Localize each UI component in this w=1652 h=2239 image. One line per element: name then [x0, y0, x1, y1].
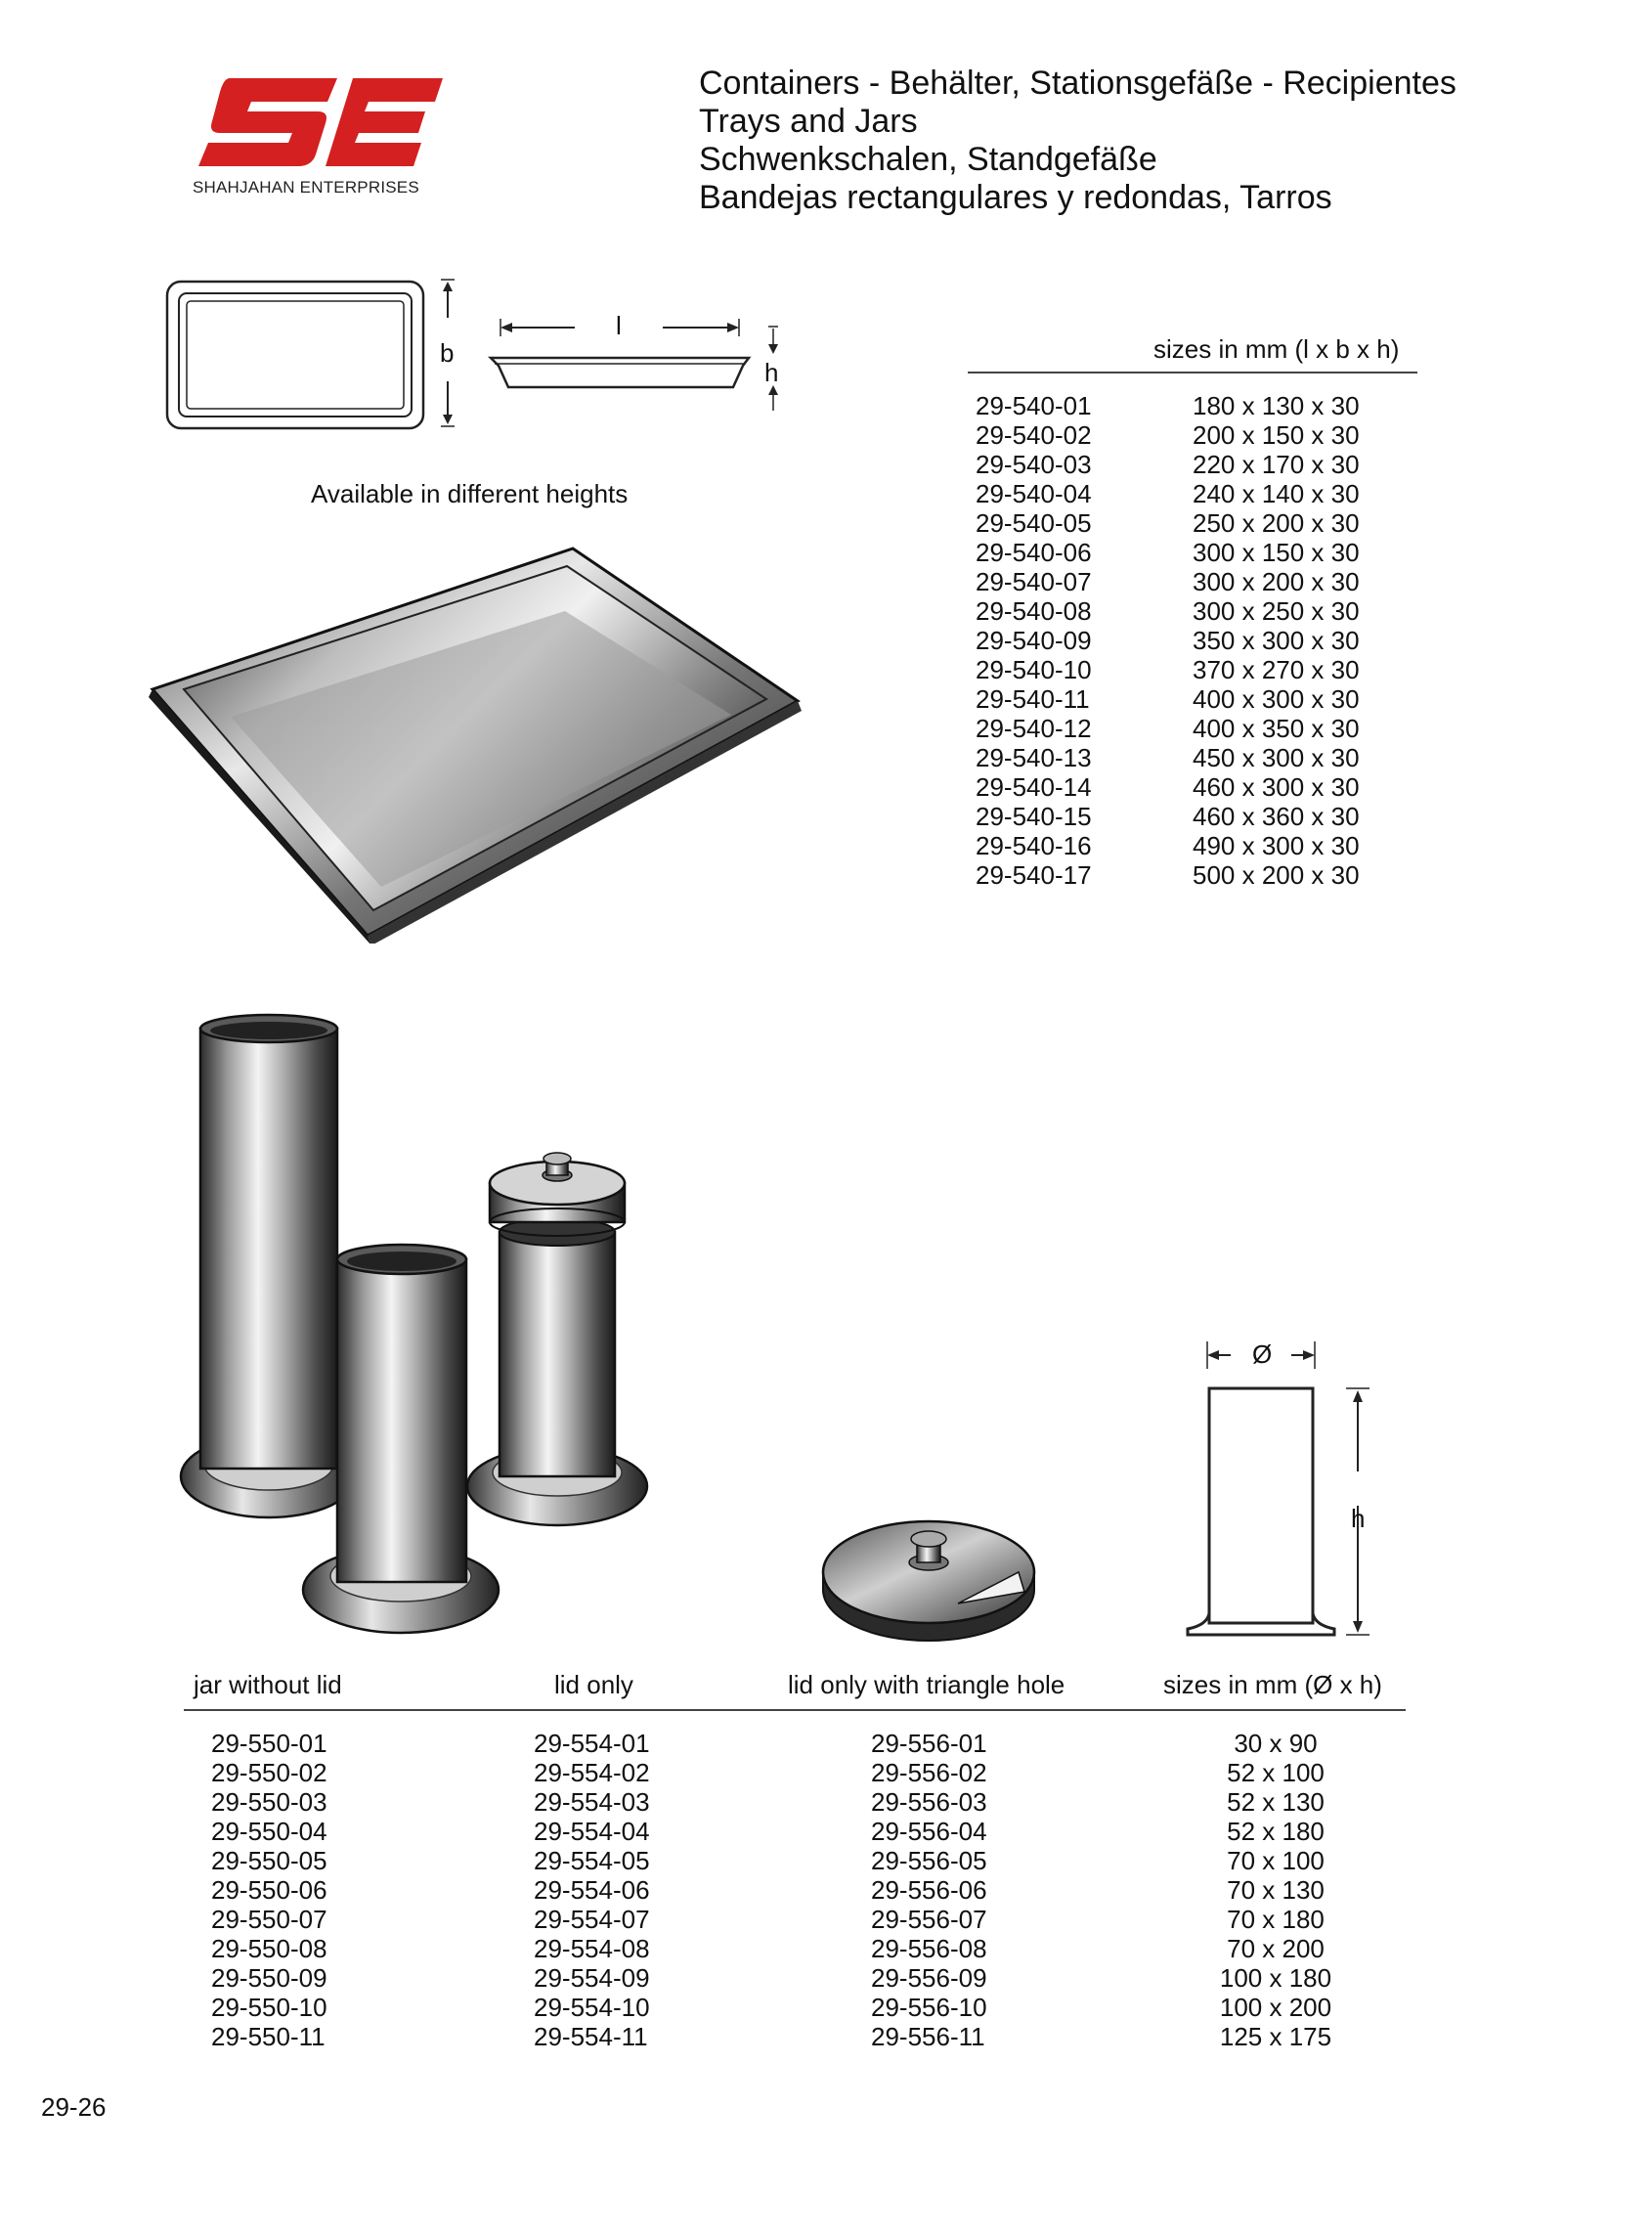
lid-header: lid only: [554, 1670, 633, 1699]
tray-size: 460 x 300 x 30: [1193, 772, 1360, 802]
jar-size: 52 x 180: [1227, 1817, 1325, 1846]
tray-code-column: [976, 391, 1092, 890]
jar-header: jar without lid: [194, 1670, 342, 1699]
tray-code: 29-540-07: [976, 567, 1092, 596]
tray-top-view-drawing: [161, 274, 474, 440]
tray-photo: [145, 543, 809, 944]
tray-size: 400 x 300 x 30: [1193, 684, 1360, 714]
tray-size: 240 x 140 x 30: [1193, 479, 1360, 508]
lid-code: 29-554-05: [534, 1846, 650, 1875]
tray-size: 300 x 200 x 30: [1193, 567, 1360, 596]
lid-hole-code: 29-556-05: [871, 1846, 987, 1875]
jar-size: 70 x 100: [1227, 1846, 1325, 1875]
jar-code: 29-550-02: [211, 1758, 327, 1787]
jar-code: 29-550-05: [211, 1846, 327, 1875]
tray-code: 29-540-12: [976, 714, 1092, 743]
tray-size-column: [1193, 391, 1360, 890]
jar-code: 29-550-10: [211, 1993, 327, 2022]
tray-size: 500 x 200 x 30: [1193, 860, 1360, 890]
jar-size: 125 x 175: [1219, 2022, 1332, 2051]
lid-hole-code: 29-556-07: [871, 1905, 987, 1934]
tray-size: 400 x 350 x 30: [1193, 714, 1360, 743]
tray-table-rule: [968, 372, 1417, 373]
lid-code: 29-554-02: [534, 1758, 650, 1787]
lid-code: 29-554-04: [534, 1817, 650, 1846]
jar-size: 70 x 200: [1227, 1934, 1325, 1963]
jar-size: 52 x 100: [1227, 1758, 1325, 1787]
tray-size: 250 x 200 x 30: [1193, 508, 1360, 538]
dimension-label-h: h: [764, 358, 779, 387]
lid-code: 29-554-06: [534, 1875, 650, 1905]
tray-code: 29-540-08: [976, 596, 1092, 626]
jar-dimension-drawing: [1168, 1339, 1393, 1643]
tray-code: 29-540-10: [976, 655, 1092, 684]
lid-code: 29-554-11: [534, 2022, 648, 2051]
tray-code: 29-540-06: [976, 538, 1092, 567]
jar-code: 29-550-08: [211, 1934, 327, 1963]
tray-size: 180 x 130 x 30: [1193, 391, 1360, 420]
tray-size: 200 x 150 x 30: [1193, 420, 1360, 450]
jar-size-column: [1153, 1729, 1398, 2051]
jar-code: 29-550-04: [211, 1817, 327, 1846]
jars-photo: [161, 1007, 709, 1643]
lid-hole-header: lid only with triangle hole: [788, 1670, 1065, 1699]
page-title-line-3: Schwenkschalen, Standgefäße: [699, 141, 1157, 178]
lid-hole-code-column: [871, 1729, 987, 2051]
jar-size: 100 x 180: [1219, 1963, 1332, 1993]
tray-side-view-drawing: [487, 311, 800, 418]
lid-hole-code: 29-556-08: [871, 1934, 987, 1963]
jar-size: 52 x 130: [1227, 1787, 1325, 1817]
jar-code: 29-550-01: [211, 1729, 327, 1758]
jar-size: 70 x 180: [1227, 1905, 1325, 1934]
tray-size: 300 x 150 x 30: [1193, 538, 1360, 567]
lid-hole-code: 29-556-03: [871, 1787, 987, 1817]
jar-size: 100 x 200: [1219, 1993, 1332, 2022]
jar-code: 29-550-03: [211, 1787, 327, 1817]
page-number: 29-26: [41, 2092, 107, 2122]
dimension-label-b: b: [440, 338, 455, 368]
lid-hole-code: 29-556-06: [871, 1875, 987, 1905]
dimension-label-l: l: [616, 311, 622, 340]
lid-hole-code: 29-556-11: [871, 2022, 985, 2051]
jar-size: 30 x 90: [1234, 1729, 1318, 1758]
lid-hole-code: 29-556-10: [871, 1993, 987, 2022]
lid-code: 29-554-10: [534, 1993, 650, 2022]
tray-code: 29-540-17: [976, 860, 1092, 890]
jar-code: 29-550-11: [211, 2022, 326, 2051]
tray-size: 350 x 300 x 30: [1193, 626, 1360, 655]
jar-code: 29-550-09: [211, 1963, 327, 1993]
tray-code: 29-540-14: [976, 772, 1092, 802]
jar-table-rule: [184, 1709, 1406, 1711]
tray-size: 370 x 270 x 30: [1193, 655, 1360, 684]
jar-code: 29-550-07: [211, 1905, 327, 1934]
lid-hole-code: 29-556-02: [871, 1758, 987, 1787]
tray-code: 29-540-15: [976, 802, 1092, 831]
dimension-label-jar-h: h: [1351, 1504, 1366, 1533]
jar-size: 70 x 130: [1227, 1875, 1325, 1905]
lid-triangle-hole-photo: [811, 1496, 1046, 1652]
page-title-line-2: Trays and Jars: [699, 103, 918, 140]
tray-size: 300 x 250 x 30: [1193, 596, 1360, 626]
tray-size: 460 x 360 x 30: [1193, 802, 1360, 831]
company-name: SHAHJAHAN ENTERPRISES: [193, 178, 419, 197]
tray-code: 29-540-04: [976, 479, 1092, 508]
tray-code: 29-540-13: [976, 743, 1092, 772]
tray-size: 450 x 300 x 30: [1193, 743, 1360, 772]
lid-code: 29-554-03: [534, 1787, 650, 1817]
page-title-line-4: Bandejas rectangulares y redondas, Tarros: [699, 179, 1332, 216]
lid-hole-code: 29-556-04: [871, 1817, 987, 1846]
se-logo-mark: [198, 78, 443, 166]
tray-code: 29-540-01: [976, 391, 1092, 420]
tray-size: 220 x 170 x 30: [1193, 450, 1360, 479]
tray-code: 29-540-09: [976, 626, 1092, 655]
tray-code: 29-540-03: [976, 450, 1092, 479]
tray-caption: Available in different heights: [311, 479, 629, 508]
lid-code: 29-554-08: [534, 1934, 650, 1963]
tray-size-header: sizes in mm (l x b x h): [1153, 334, 1400, 364]
lid-code: 29-554-07: [534, 1905, 650, 1934]
jar-code: 29-550-06: [211, 1875, 327, 1905]
lid-hole-code: 29-556-09: [871, 1963, 987, 1993]
jar-size-header: sizes in mm (Ø x h): [1163, 1670, 1382, 1699]
page-title-line-1: Containers - Behälter, Stationsgefäße - Recipientes: [699, 65, 1456, 102]
lid-code: 29-554-09: [534, 1963, 650, 1993]
lid-code-column: [534, 1729, 650, 2051]
jar-code-column: [211, 1729, 327, 2051]
tray-code: 29-540-16: [976, 831, 1092, 860]
lid-code: 29-554-01: [534, 1729, 650, 1758]
tray-size: 490 x 300 x 30: [1193, 831, 1360, 860]
tray-code: 29-540-02: [976, 420, 1092, 450]
lid-hole-code: 29-556-01: [871, 1729, 987, 1758]
dimension-label-diameter: Ø: [1252, 1339, 1273, 1369]
tray-code: 29-540-11: [976, 684, 1090, 714]
tray-code: 29-540-05: [976, 508, 1092, 538]
